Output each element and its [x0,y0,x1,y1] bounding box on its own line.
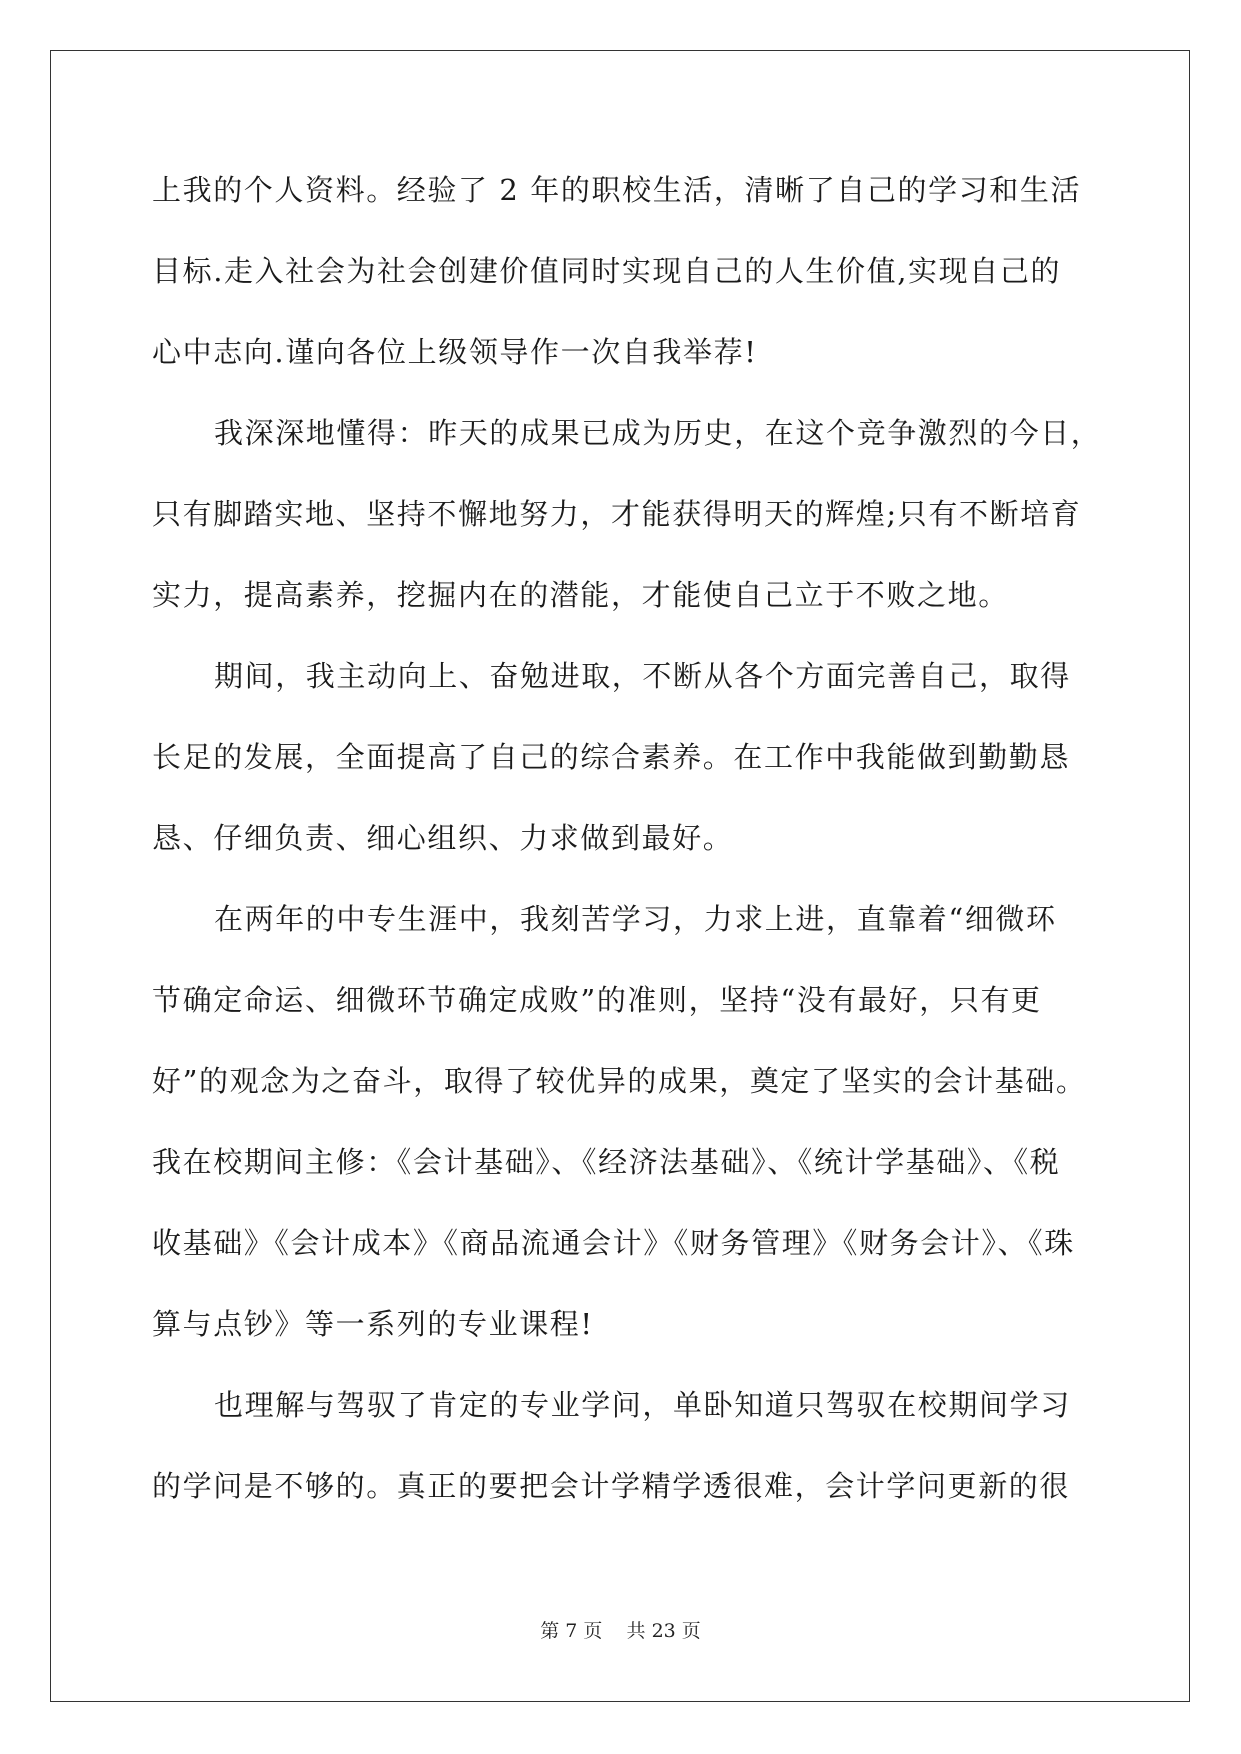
page-total: 共 23 页 [626,1620,701,1642]
text-line: 收基础》《会计成本》《商品流通会计》《财务管理》《财务会计》、《珠 [152,1226,1075,1260]
page-footer [0,1616,1241,1643]
paragraph-start-line: 我深深地懂得：昨天的成果已成为历史，在这个竞争激烈的今日， [214,416,1102,450]
page-number: 第 7 页 [540,1620,603,1642]
paragraph-start-line: 也理解与驾驭了肯定的专业学问，单卧知道只驾驭在校期间学习 [214,1388,1071,1422]
text-line: 上我的个人资料。经验了 2 年的职校生活，清晰了自己的学习和生活 [152,173,1082,207]
text-line: 好”的观念为之奋斗，取得了较优异的成果，奠定了坚实的会计基础。 [152,1064,1087,1098]
text-line: 长足的发展，全面提高了自己的综合素养。在工作中我能做到勤勤恳 [152,740,1071,774]
paragraph-start-line: 在两年的中专生涯中，我刻苦学习，力求上进，直靠着“细微环 [214,902,1057,936]
text-line: 实力，提高素养，挖掘内在的潜能，才能使自己立于不败之地。 [152,578,1009,612]
text-line: 恳、仔细负责、细心组织、力求做到最好。 [152,821,734,855]
text-line: 我在校期间主修：《会计基础》、《经济法基础》、《统计学基础》、《税 [152,1145,1061,1179]
text-line: 只有脚踏实地、坚持不懈地努力，才能获得明天的辉煌;只有不断培育 [152,497,1082,531]
text-line: 节确定命运、细微环节确定成败”的准则，坚持“没有最好，只有更 [152,983,1042,1017]
text-line: 心中志向.谨向各位上级领导作一次自我举荐! [152,335,758,369]
paragraph-start-line: 期间，我主动向上、奋勉进取，不断从各个方面完善自己，取得 [214,659,1071,693]
text-line: 的学问是不够的。真正的要把会计学精学透很难，会计学问更新的很 [152,1469,1071,1503]
text-line: 目标.走入社会为社会创建价值同时实现自己的人生价值,实现自己的 [152,254,1062,288]
document-body [152,160,1102,1537]
text-line: 算与点钞》等一系列的专业课程! [152,1307,594,1341]
